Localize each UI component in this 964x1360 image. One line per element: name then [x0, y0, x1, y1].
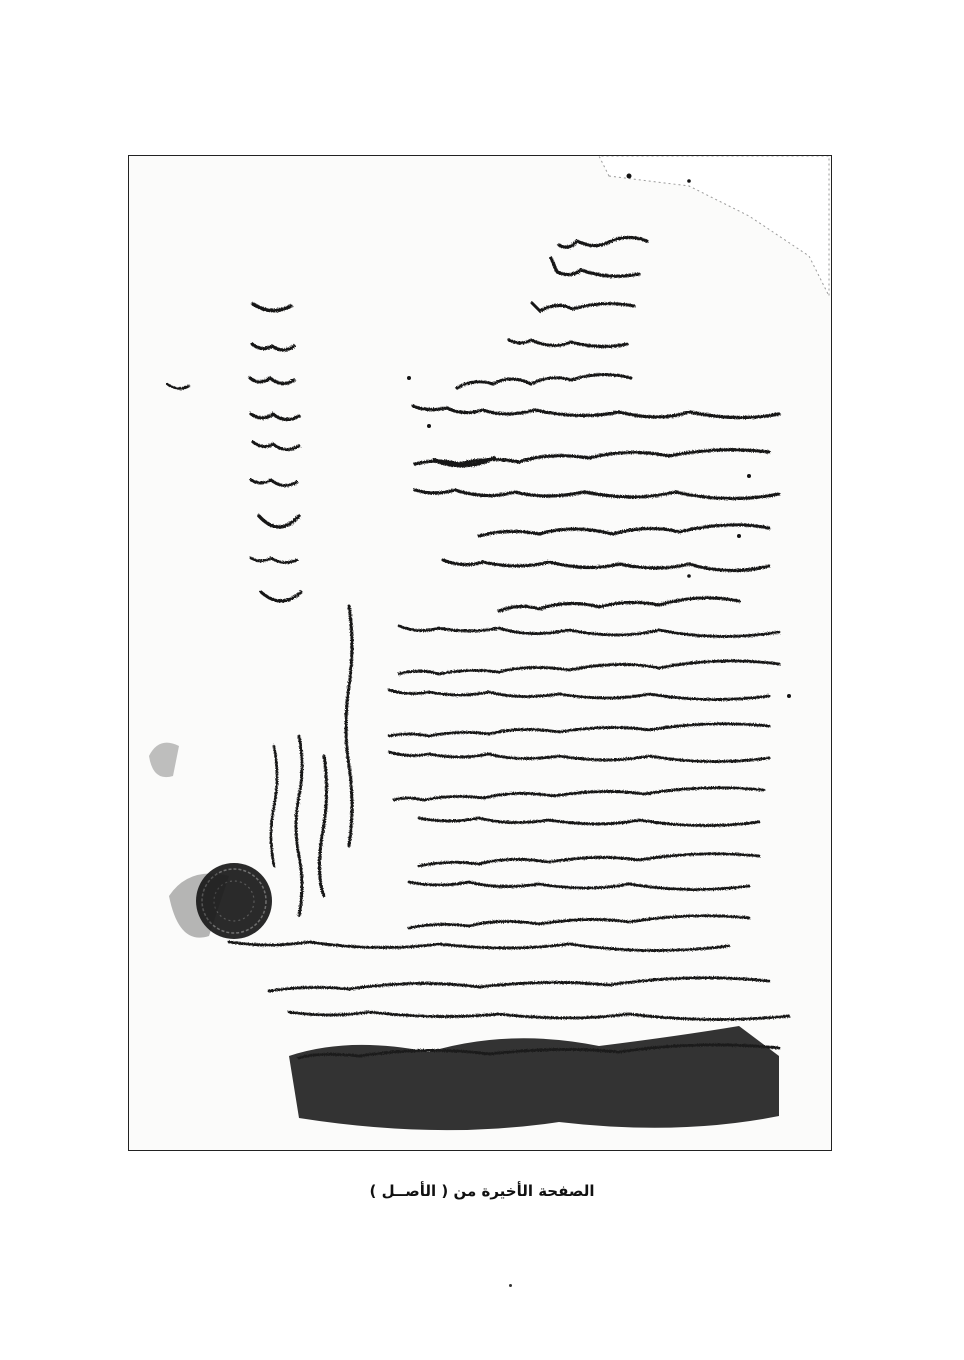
manuscript-scan — [129, 156, 832, 1151]
manuscript-image — [128, 155, 832, 1151]
handwritten-text-main — [389, 237, 779, 928]
margin-notes — [167, 304, 301, 601]
figure-caption: الصفحة الأخيرة من ( الأصــل ) — [369, 1182, 595, 1200]
vertical-marginalia — [271, 606, 352, 916]
page-mark — [509, 1284, 512, 1287]
diacritic-marks — [407, 174, 791, 699]
